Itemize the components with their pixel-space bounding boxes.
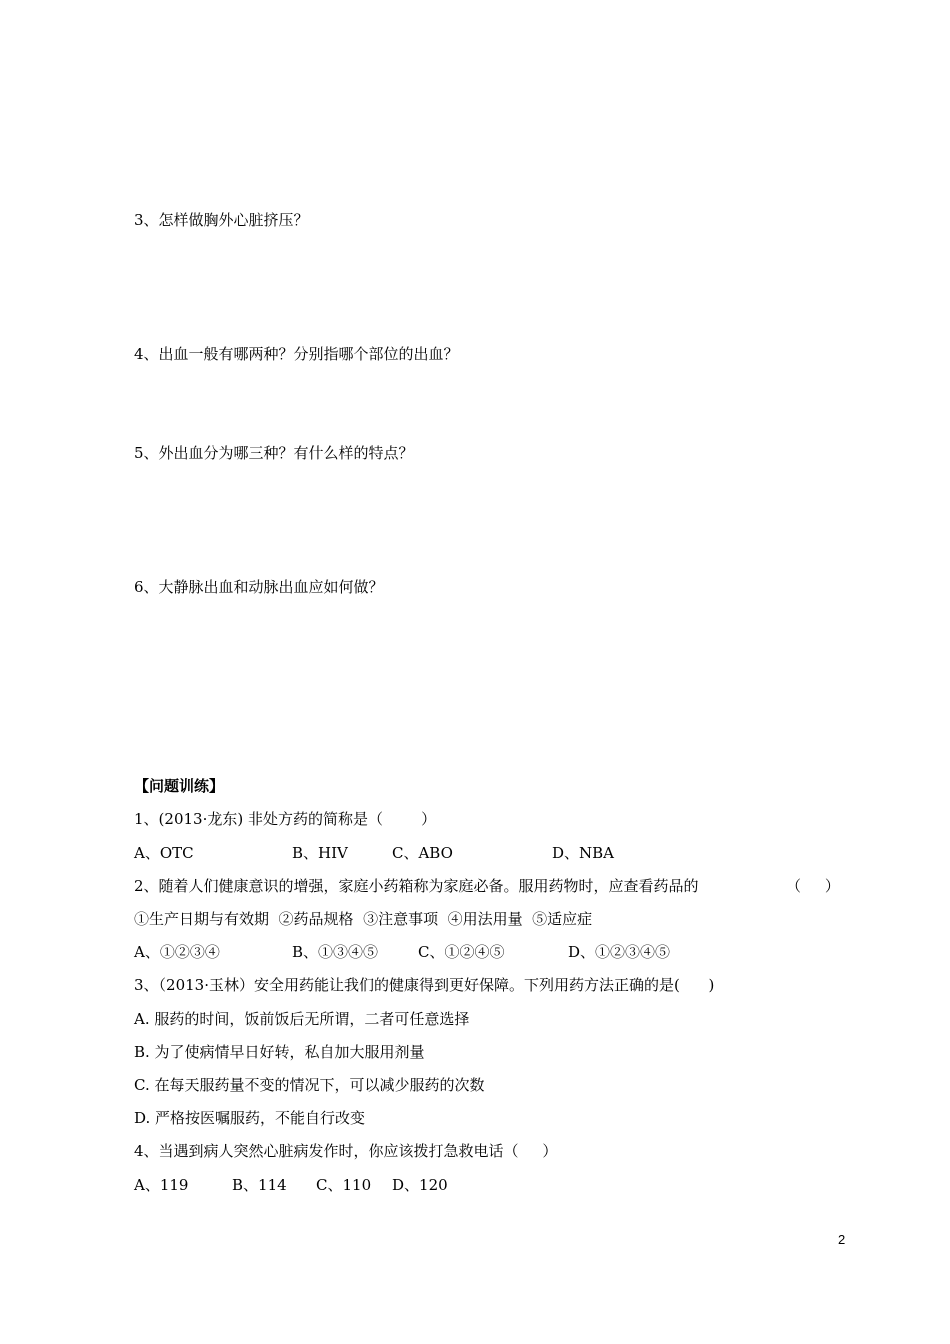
q2-items: ①生产日期与有效期 ②药品规格 ③注意事项 ④用法用量 ⑤适应症 bbox=[134, 910, 593, 928]
q3-option-d: D. 严格按医嘱服药，不能自行改变 bbox=[134, 1109, 366, 1127]
q2-stem: 2、随着人们健康意识的增强，家庭小药箱称为家庭必备。服用药物时，应查看药品的 bbox=[134, 877, 699, 895]
q4-option-c: C、110 bbox=[316, 1176, 372, 1194]
q3-option-a: A. 服药的时间，饭前饭后无所谓，二者可任意选择 bbox=[134, 1010, 470, 1028]
q1-option-d: D、NBA bbox=[552, 844, 615, 862]
question-5: 5、外出血分为哪三种？有什么样的特点？ bbox=[134, 444, 414, 462]
q4-option-b: B、114 bbox=[232, 1176, 287, 1194]
q3-option-c: C. 在每天服药量不变的情况下，可以减少服药的次数 bbox=[134, 1076, 485, 1094]
q1-option-b: B、HIV bbox=[292, 844, 348, 862]
q1-stem: 1、(2013·龙东) 非处方药的简称是（ ） bbox=[134, 810, 437, 828]
q2-option-a: A、①②③④ bbox=[134, 943, 220, 961]
q4-option-a: A、119 bbox=[134, 1176, 189, 1194]
q2-option-b: B、①③④⑤ bbox=[292, 943, 379, 961]
question-4: 4、出血一般有哪两种？分别指哪个部位的出血？ bbox=[134, 345, 459, 363]
q3-option-b: B. 为了使病情早日好转，私自加大服用剂量 bbox=[134, 1043, 425, 1061]
section-title: 【问题训练】 bbox=[134, 777, 225, 795]
page-number: 2 bbox=[838, 1232, 846, 1247]
q1-option-c: C、ABO bbox=[392, 844, 453, 862]
q4-option-d: D、120 bbox=[392, 1176, 448, 1194]
question-3: 3、怎样做胸外心脏挤压？ bbox=[134, 211, 309, 229]
q4-stem: 4、当遇到病人突然心脏病发作时，你应该拨打急救电话（ ） bbox=[134, 1142, 558, 1160]
q3-stem: 3、（2013·玉林）安全用药能让我们的健康得到更好保障。下列用药方法正确的是( ) bbox=[134, 976, 715, 994]
q2-option-c: C、①②④⑤ bbox=[418, 943, 505, 961]
q2-option-d: D、①②③④⑤ bbox=[568, 943, 671, 961]
q1-option-a: A、OTC bbox=[134, 844, 194, 862]
q2-bracket: （ ） bbox=[786, 877, 840, 895]
question-6: 6、大静脉出血和动脉出血应如何做？ bbox=[134, 578, 384, 596]
